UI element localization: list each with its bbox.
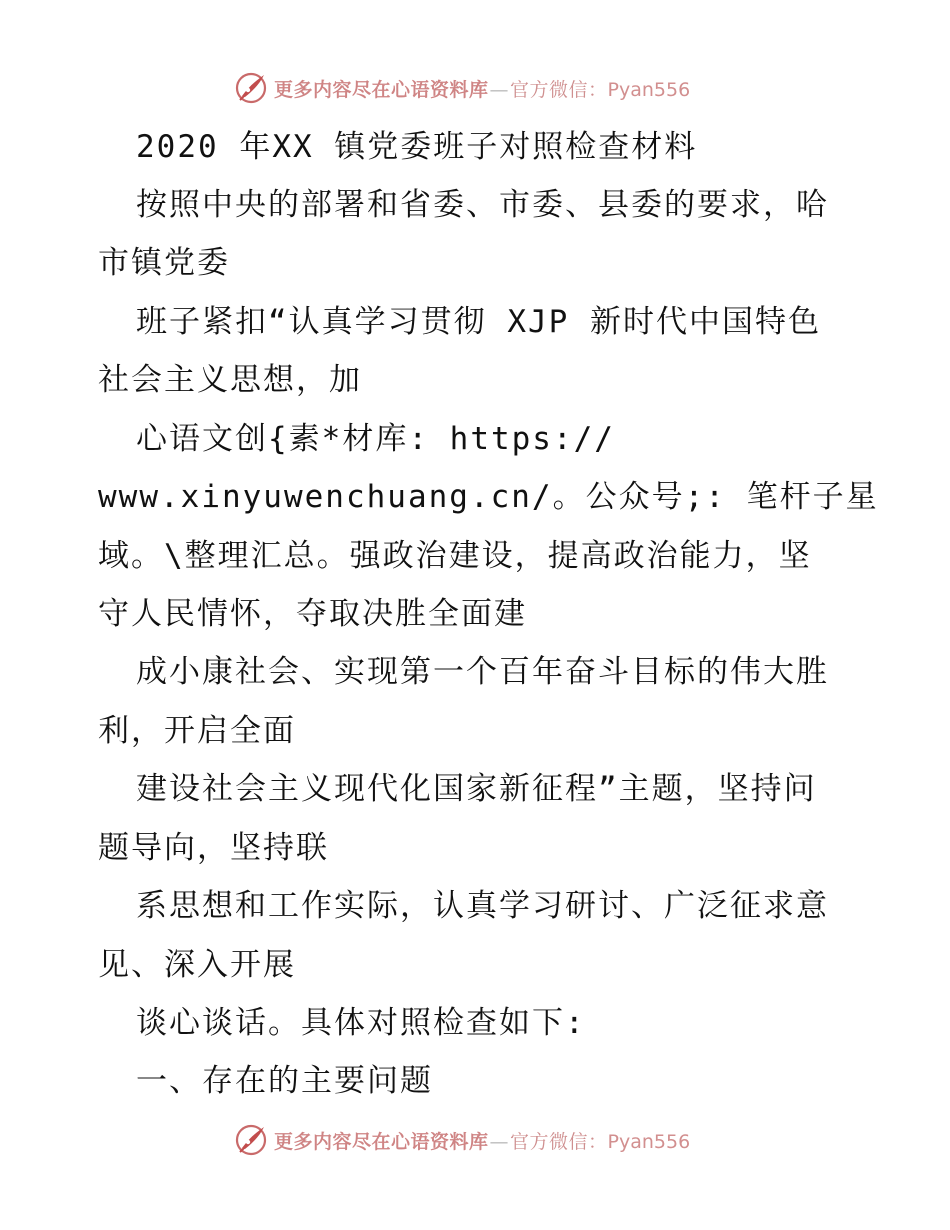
paragraph-line: 利，开启全面 bbox=[98, 713, 296, 749]
watermark-official: 官方微信： bbox=[510, 78, 608, 101]
section-heading: 一、存在的主要问题 bbox=[136, 1063, 433, 1099]
watermark-dash: — bbox=[489, 78, 510, 101]
watermark-brand: 更多内容尽在心语资料库 bbox=[274, 78, 489, 101]
paragraph-line: www.xinyuwenchuang.cn/。公众号;: 笔杆子星 bbox=[98, 479, 879, 515]
paragraph-line: 班子紧扣“认真学习贯彻 XJP 新时代中国特色 bbox=[136, 304, 821, 340]
paragraph-line: 守人民情怀，夺取决胜全面建 bbox=[98, 596, 527, 632]
document-title: 2020 年XX 镇党委班子对照检查材料 bbox=[136, 129, 698, 165]
paragraph-line: 按照中央的部署和省委、市委、县委的要求，哈 bbox=[136, 187, 829, 223]
watermark-dash: — bbox=[489, 1130, 510, 1153]
watermark-official: 官方微信： bbox=[510, 1130, 608, 1153]
quill-pen-logo-icon bbox=[234, 1122, 270, 1158]
paragraph-line: 建设社会主义现代化国家新征程”主题，坚持问 bbox=[136, 771, 817, 807]
watermark-wechat-id: Pyan556 bbox=[607, 1130, 691, 1153]
footer-watermark bbox=[234, 1122, 690, 1158]
paragraph-line: 题导向，坚持联 bbox=[98, 830, 329, 866]
watermark-wechat-id: Pyan556 bbox=[607, 78, 691, 101]
paragraph-line: 市镇党委 bbox=[98, 245, 230, 281]
paragraph-line: 心语文创{素*材库: https:// bbox=[136, 421, 615, 457]
paragraph-line: 域。\整理汇总。强政治建设，提高政治能力，坚 bbox=[98, 538, 812, 574]
watermark-brand: 更多内容尽在心语资料库 bbox=[274, 1130, 489, 1153]
paragraph-line: 谈心谈话。具体对照检查如下: bbox=[136, 1005, 586, 1041]
paragraph-line: 社会主义思想，加 bbox=[98, 362, 362, 398]
paragraph-line: 见、深入开展 bbox=[98, 947, 296, 983]
paragraph-line: 系思想和工作实际，认真学习研讨、广泛征求意 bbox=[136, 888, 829, 924]
paragraph-line: 成小康社会、实现第一个百年奋斗目标的伟大胜 bbox=[136, 654, 829, 690]
